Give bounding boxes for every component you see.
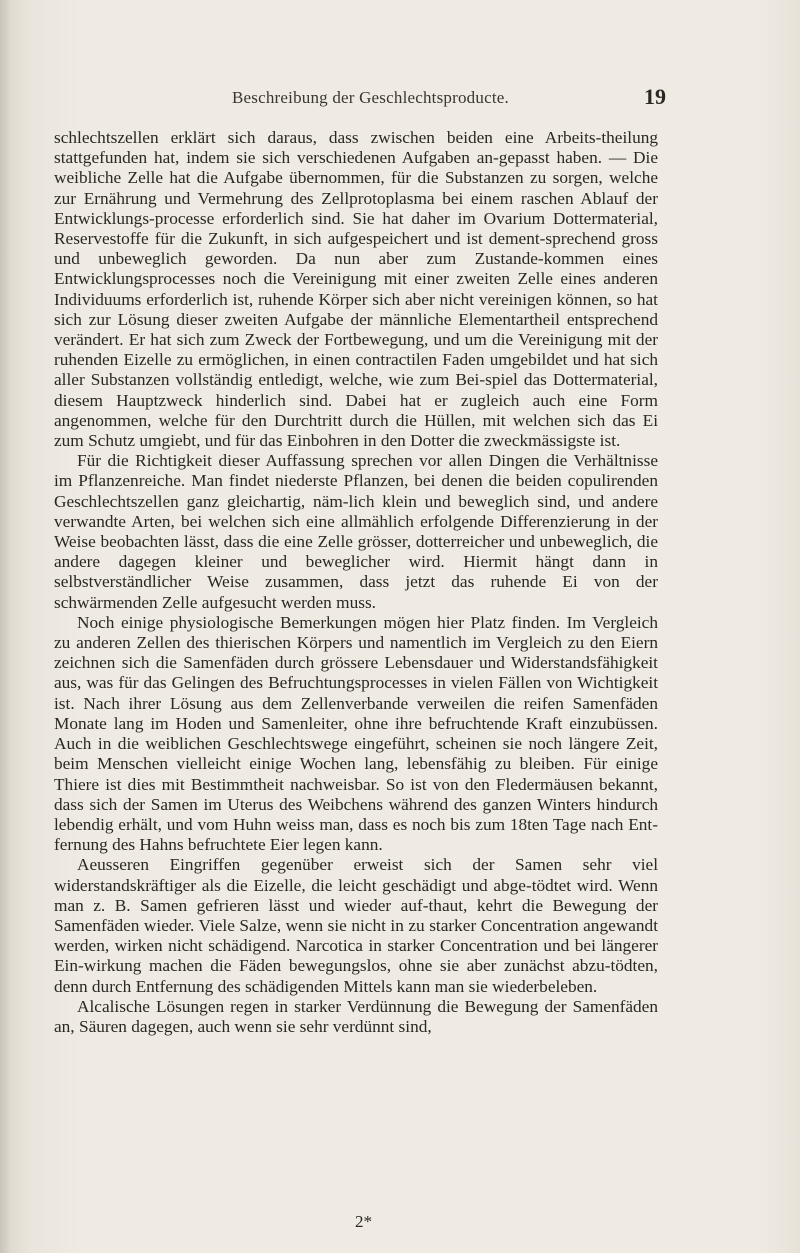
paragraph-2: Für die Richtigkeit dieser Auffassung sprechen vor allen Dingen die Verhältnisse im Pflanzenreiche. Man findet niederste Pflanzen, bei denen die beiden copulirenden Geschlechtszellen ganz gleichartig, näm-lich klein und beweglich sind, und andere verwandte Arten, bei welchen sich eine allmählich erfolgende Differenzierung in der Weise beobachten lässt, dass die eine Zelle grösser, dotterreicher und unbeweglich, die andere dagegen kleiner und beweglicher wird. Hiermit hängt dann in selbstverständlicher Weise zusammen, dass jetzt das ruhende Ei von der schwärmenden Zelle aufgesucht werden muss. <box>54 451 658 612</box>
signature-mark: 2* <box>355 1212 372 1231</box>
paragraph-5: Alcalische Lösungen regen in starker Verdünnung die Bewegung der Samenfäden an, Säuren dagegen, auch wenn sie sehr verdünnt sind, <box>54 996 658 1036</box>
page-number: 19 <box>644 84 666 109</box>
running-head: Beschreibung der Geschlechtsproducte. <box>232 88 509 107</box>
paragraph-1: schlechtszellen erklärt sich daraus, dass zwischen beiden eine Arbeits-theilung stattgefunden hat, indem sie sich verschiedenen Aufgaben an-gepasst haben. — Die weibliche Zelle hat die Aufgabe übernommen, für die Substanzen zu sorgen, welche zur Ernährung und Vermehrung des Zellprotoplasma bei einem raschen Ablauf der Entwicklungs-processe erforderlich sind. Sie hat daher im Ovarium Dottermaterial, Reservestoffe für die Zukunft, in sich aufgespeichert und ist dement-sprechend gross und unbeweglich geworden. Da nun aber zum Zustande-kommen eines Entwicklungsprocesses noch die Vereinigung mit einer zweiten Zelle eines anderen Individuums erforderlich ist, ruhende Körper sich aber nicht vereinigen können, so hat sich zur Lösung dieser zweiten Aufgabe der männliche Elementartheil entsprechend verändert. Er hat sich zum Zweck der Fortbewegung, und um die Vereinigung mit der ruhenden Eizelle zu ermöglichen, in einen contractilen Faden umgebildet und hat sich aller Substanzen vollständig entledigt, welche, wie zum Bei-spiel das Dottermaterial, diesem Hauptzweck hinderlich sind. Dabei hat er zugleich auch eine Form angenommen, welche für den Durchtritt durch die Hüllen, mit welchen sich das Ei zum Schutz umgiebt, und für das Einbohren in den Dotter die zweckmässigste ist. <box>54 128 658 451</box>
paragraph-3: Noch einige physiologische Bemerkungen mögen hier Platz finden. Im Vergleich zu anderen Zellen des thierischen Körpers und namentlich im Vergleich zu den Eiern zeichnen sich die Samenfäden durch grössere Lebensdauer und Widerstandsfähigkeit aus, was für das Gelingen des Befruchtungsprocesses in vielen Fällen von Wichtigkeit ist. Nach ihrer Lösung aus dem Zellenverbande verweilen die reifen Samenfäden Monate lang im Hoden und Samenleiter, ohne ihre befruchtende Kraft einzubüssen. Auch in die weiblichen Geschlechtswege eingeführt, scheinen sie noch längere Zeit, beim Menschen vielleicht einige Wochen lang, lebensfähig zu bleiben. Für einige Thiere ist dies mit Bestimmtheit nachweisbar. So ist von den Fledermäusen bekannt, dass sich der Samen im Uterus des Weibchens während des ganzen Winters hindurch lebendig erhält, und vom Huhn weiss man, dass es noch bis zum 18ten Tage nach Ent-fernung des Hahns befruchtete Eier legen kann. <box>54 612 658 855</box>
paragraph-4: Aeusseren Eingriffen gegenüber erweist sich der Samen sehr viel widerstandskräftiger als die Eizelle, die leicht geschädigt und abge-tödtet wird. Wenn man z. B. Samen gefrieren lässt und wieder auf-thaut, kehrt die Bewegung der Samenfäden wieder. Viele Salze, wenn sie nicht in zu starker Concentration angewandt werden, wirken nicht schädigend. Narcotica in starker Concentration und bei längerer Ein-wirkung machen die Fäden bewegungslos, ohne sie aber zunächst abzu-tödten, denn durch Entfernung des schädigenden Mittels kann man sie wiederbeleben. <box>54 855 658 996</box>
page-header <box>56 84 666 114</box>
body-text <box>54 128 658 1037</box>
page-spine-shadow <box>0 0 10 1253</box>
